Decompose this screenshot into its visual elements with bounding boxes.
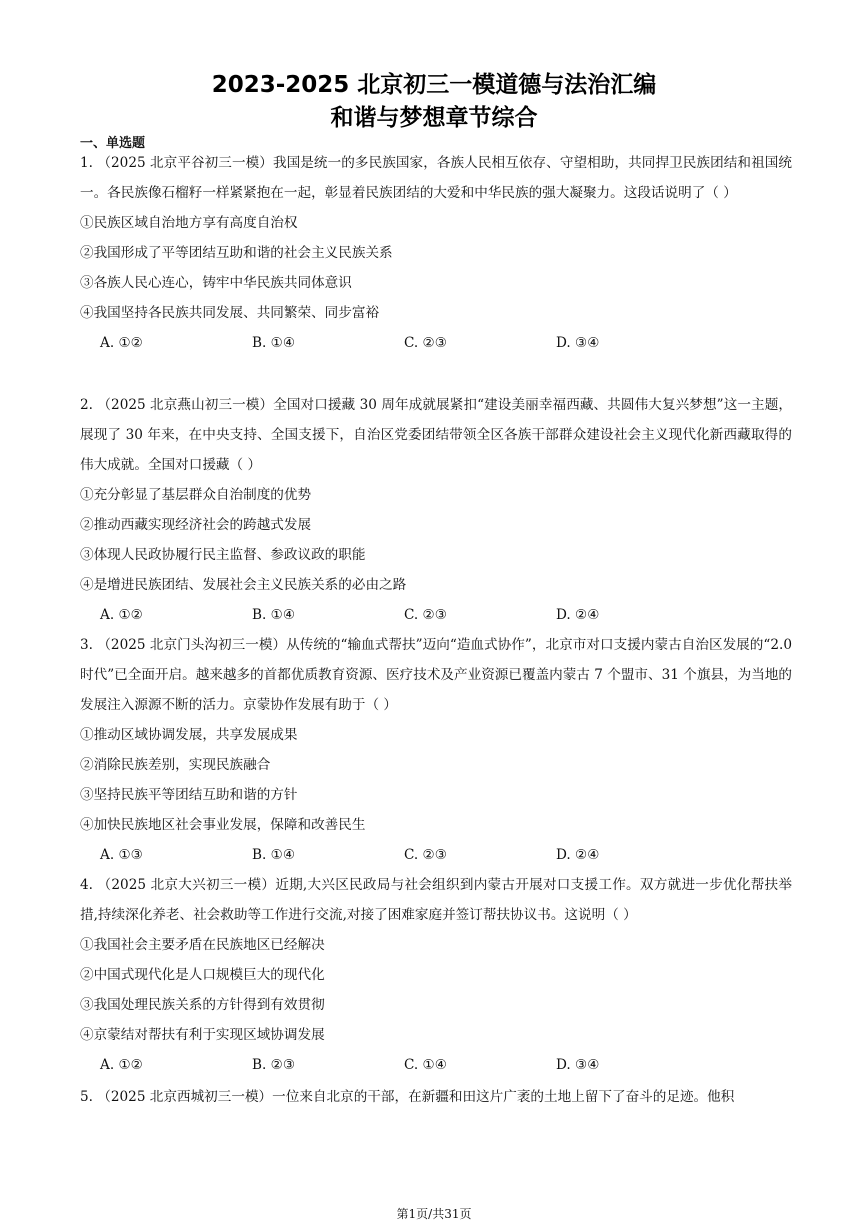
question-1-statement-2: ②我国形成了平等团结互助和谐的社会主义民族关系 bbox=[80, 245, 393, 261]
question-3-option-c[interactable]: C. ②③ bbox=[404, 847, 447, 863]
question-4-statement-2: ②中国式现代化是人口规模巨大的现代化 bbox=[80, 967, 325, 983]
question-1-stem: 1. （2025 北京平谷初三一模）我国是统一的多民族国家，各族人民相互依存、守望相助，共同捍卫民族团结和祖国统一。各民族像石榴籽一样紧紧抱在一起，彰显着民族团结的大爱和中华民族的强大凝聚力。这段话说明了（ ） bbox=[80, 155, 792, 201]
question-1-options bbox=[80, 328, 792, 358]
document-title-line-2: 和谐与梦想章节综合 bbox=[330, 105, 538, 131]
question-2-statement-4: ④是增进民族团结、发展社会主义民族关系的必由之路 bbox=[80, 577, 407, 593]
question-1-option-a[interactable]: A. ①② bbox=[100, 335, 143, 351]
question-4 bbox=[80, 870, 792, 1080]
question-4-statement-4: ④京蒙结对帮扶有利于实现区域协调发展 bbox=[80, 1027, 325, 1043]
question-3-options bbox=[80, 840, 792, 870]
question-4-statement-1: ①我国社会主要矛盾在民族地区已经解决 bbox=[80, 937, 325, 953]
question-4-option-c[interactable]: C. ①④ bbox=[404, 1057, 447, 1073]
question-2-statement-1: ①充分彰显了基层群众自治制度的优势 bbox=[80, 487, 312, 503]
question-5-stem: 5. （2025 北京西城初三一模）一位来自北京的干部，在新疆和田这片广袤的土地上留下了奋斗的足迹。他积 bbox=[80, 1089, 735, 1105]
question-2-option-d[interactable]: D. ②④ bbox=[556, 607, 600, 623]
question-3-stem: 3. （2025 北京门头沟初三一模）从传统的“输血式帮扶”迈向“造血式协作”，北京市对口支援内蒙古自治区发展的“2.0 时代”已全面开启。越来越多的首都优质教育资源、医疗技术及产业资源已覆盖内蒙古 7 个盟市、31 个旗县，为当地的发展注入源源不断的活力。京蒙协作发展有助于（ ） bbox=[80, 637, 792, 713]
question-2-option-c[interactable]: C. ②③ bbox=[404, 607, 447, 623]
page-number: 第1页/共31页 bbox=[396, 1207, 472, 1221]
section-heading: 一、单选题 bbox=[80, 136, 146, 151]
question-3-statement-4: ④加快民族地区社会事业发展，保障和改善民生 bbox=[80, 817, 366, 833]
question-1-statement-4: ④我国坚持各民族共同发展、共同繁荣、同步富裕 bbox=[80, 305, 380, 321]
question-1 bbox=[80, 148, 792, 358]
question-4-stem: 4. （2025 北京大兴初三一模）近期,大兴区民政局与社会组织到内蒙古开展对口支援工作。双方就进一步优化帮扶举措,持续深化养老、社会救助等工作进行交流,对接了困难家庭并签订帮扶协议书。这说明（ ） bbox=[80, 877, 792, 923]
question-3-option-b[interactable]: B. ①④ bbox=[252, 847, 296, 863]
question-2-statement-3: ③体现人民政协履行民主监督、参政议政的职能 bbox=[80, 547, 366, 563]
question-3 bbox=[80, 630, 792, 870]
question-4-option-b[interactable]: B. ②③ bbox=[252, 1057, 296, 1073]
question-2-options bbox=[80, 600, 792, 630]
question-4-statement-3: ③我国处理民族关系的方针得到有效贯彻 bbox=[80, 997, 325, 1013]
question-3-statement-2: ②消除民族差别，实现民族融合 bbox=[80, 757, 271, 773]
question-1-option-b[interactable]: B. ①④ bbox=[252, 335, 296, 351]
question-3-option-a[interactable]: A. ①③ bbox=[100, 847, 143, 863]
question-2-stem: 2. （2025 北京燕山初三一模）全国对口援藏 30 周年成就展紧扣“建设美丽幸福西藏、共圆伟大复兴梦想”这一主题，展现了 30 年来，在中央支持、全国支援下，自治区党委团结带领全区各族干部群众建设社会主义现代化新西藏取得的伟大成就。全国对口援藏（ ） bbox=[80, 397, 792, 473]
question-1-statement-3: ③各族人民心连心，铸牢中华民族共同体意识 bbox=[80, 275, 352, 291]
document-title-line-1: 2023-2025 北京初三一模道德与法治汇编 bbox=[211, 72, 657, 98]
question-1-option-c[interactable]: C. ②③ bbox=[404, 335, 447, 351]
question-2-option-a[interactable]: A. ①② bbox=[100, 607, 143, 623]
question-2-statement-2: ②推动西藏实现经济社会的跨越式发展 bbox=[80, 517, 312, 533]
question-3-statement-3: ③坚持民族平等团结互助和谐的方针 bbox=[80, 787, 298, 803]
question-2-option-b[interactable]: B. ①④ bbox=[252, 607, 296, 623]
question-4-option-d[interactable]: D. ③④ bbox=[556, 1057, 600, 1073]
question-2 bbox=[80, 390, 792, 630]
question-1-statement-1: ①民族区域自治地方享有高度自治权 bbox=[80, 215, 298, 231]
question-5 bbox=[80, 1082, 792, 1112]
question-4-options bbox=[80, 1050, 792, 1080]
question-3-option-d[interactable]: D. ②④ bbox=[556, 847, 600, 863]
question-4-option-a[interactable]: A. ①② bbox=[100, 1057, 143, 1073]
question-3-statement-1: ①推动区域协调发展，共享发展成果 bbox=[80, 727, 298, 743]
question-1-option-d[interactable]: D. ③④ bbox=[556, 335, 600, 351]
